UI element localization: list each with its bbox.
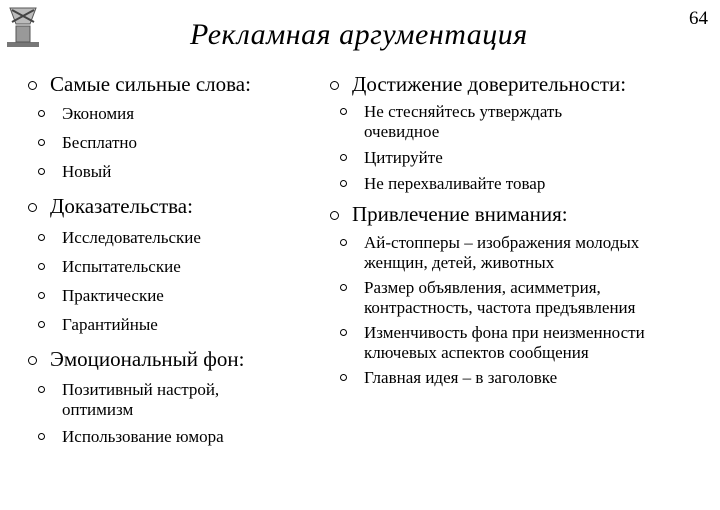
sub-bullet: Изменчивость фона при неизменности ключевых аспектов сообщения bbox=[330, 323, 674, 363]
sub-bullet: Бесплатно bbox=[28, 133, 308, 153]
bullet-heading: Самые сильные слова: bbox=[50, 72, 251, 96]
bullet-evidence bbox=[28, 194, 308, 218]
sub-bullet: Использование юмора bbox=[28, 427, 308, 447]
page-number: 64 bbox=[689, 8, 708, 29]
sub-bullet: Не стесняйтесь утверждать очевидное bbox=[330, 102, 624, 142]
sub-bullet: Новый bbox=[28, 162, 308, 182]
logo-icon bbox=[4, 4, 42, 48]
sub-bullet: Позитивный настрой, оптимизм bbox=[28, 380, 282, 420]
sub-bullet: Гарантийные bbox=[28, 315, 308, 335]
sub-bullet: Исследовательские bbox=[28, 228, 308, 248]
bullet-heading: Эмоциональный фон: bbox=[50, 347, 245, 371]
slide-title: Рекламная аргументация bbox=[190, 18, 528, 51]
sub-bullet: Экономия bbox=[28, 104, 308, 124]
bullet-trust bbox=[330, 72, 715, 96]
bullet-attention bbox=[330, 202, 715, 226]
sub-bullet: Не перехваливайте товар bbox=[330, 174, 715, 194]
bullet-heading: Привлечение внимания: bbox=[352, 202, 568, 226]
left-column bbox=[28, 72, 308, 447]
right-column bbox=[330, 72, 715, 388]
bullet-heading: Доказательства: bbox=[50, 194, 193, 218]
bullet-heading: Достижение доверительности: bbox=[352, 72, 627, 96]
sub-bullet: Главная идея – в заголовке bbox=[330, 368, 715, 388]
bullet-emotional bbox=[28, 347, 308, 371]
sub-bullet: Размер объявления, асимметрия, контрастность, частота предъявления bbox=[330, 278, 689, 318]
sub-bullet: Испытательские bbox=[28, 257, 308, 277]
sub-bullet: Ай-стопперы – изображения молодых женщин, детей, животных bbox=[330, 233, 704, 273]
sub-bullet: Цитируйте bbox=[330, 148, 715, 168]
sub-bullet: Практические bbox=[28, 286, 308, 306]
bullet-strong-words bbox=[28, 72, 308, 96]
